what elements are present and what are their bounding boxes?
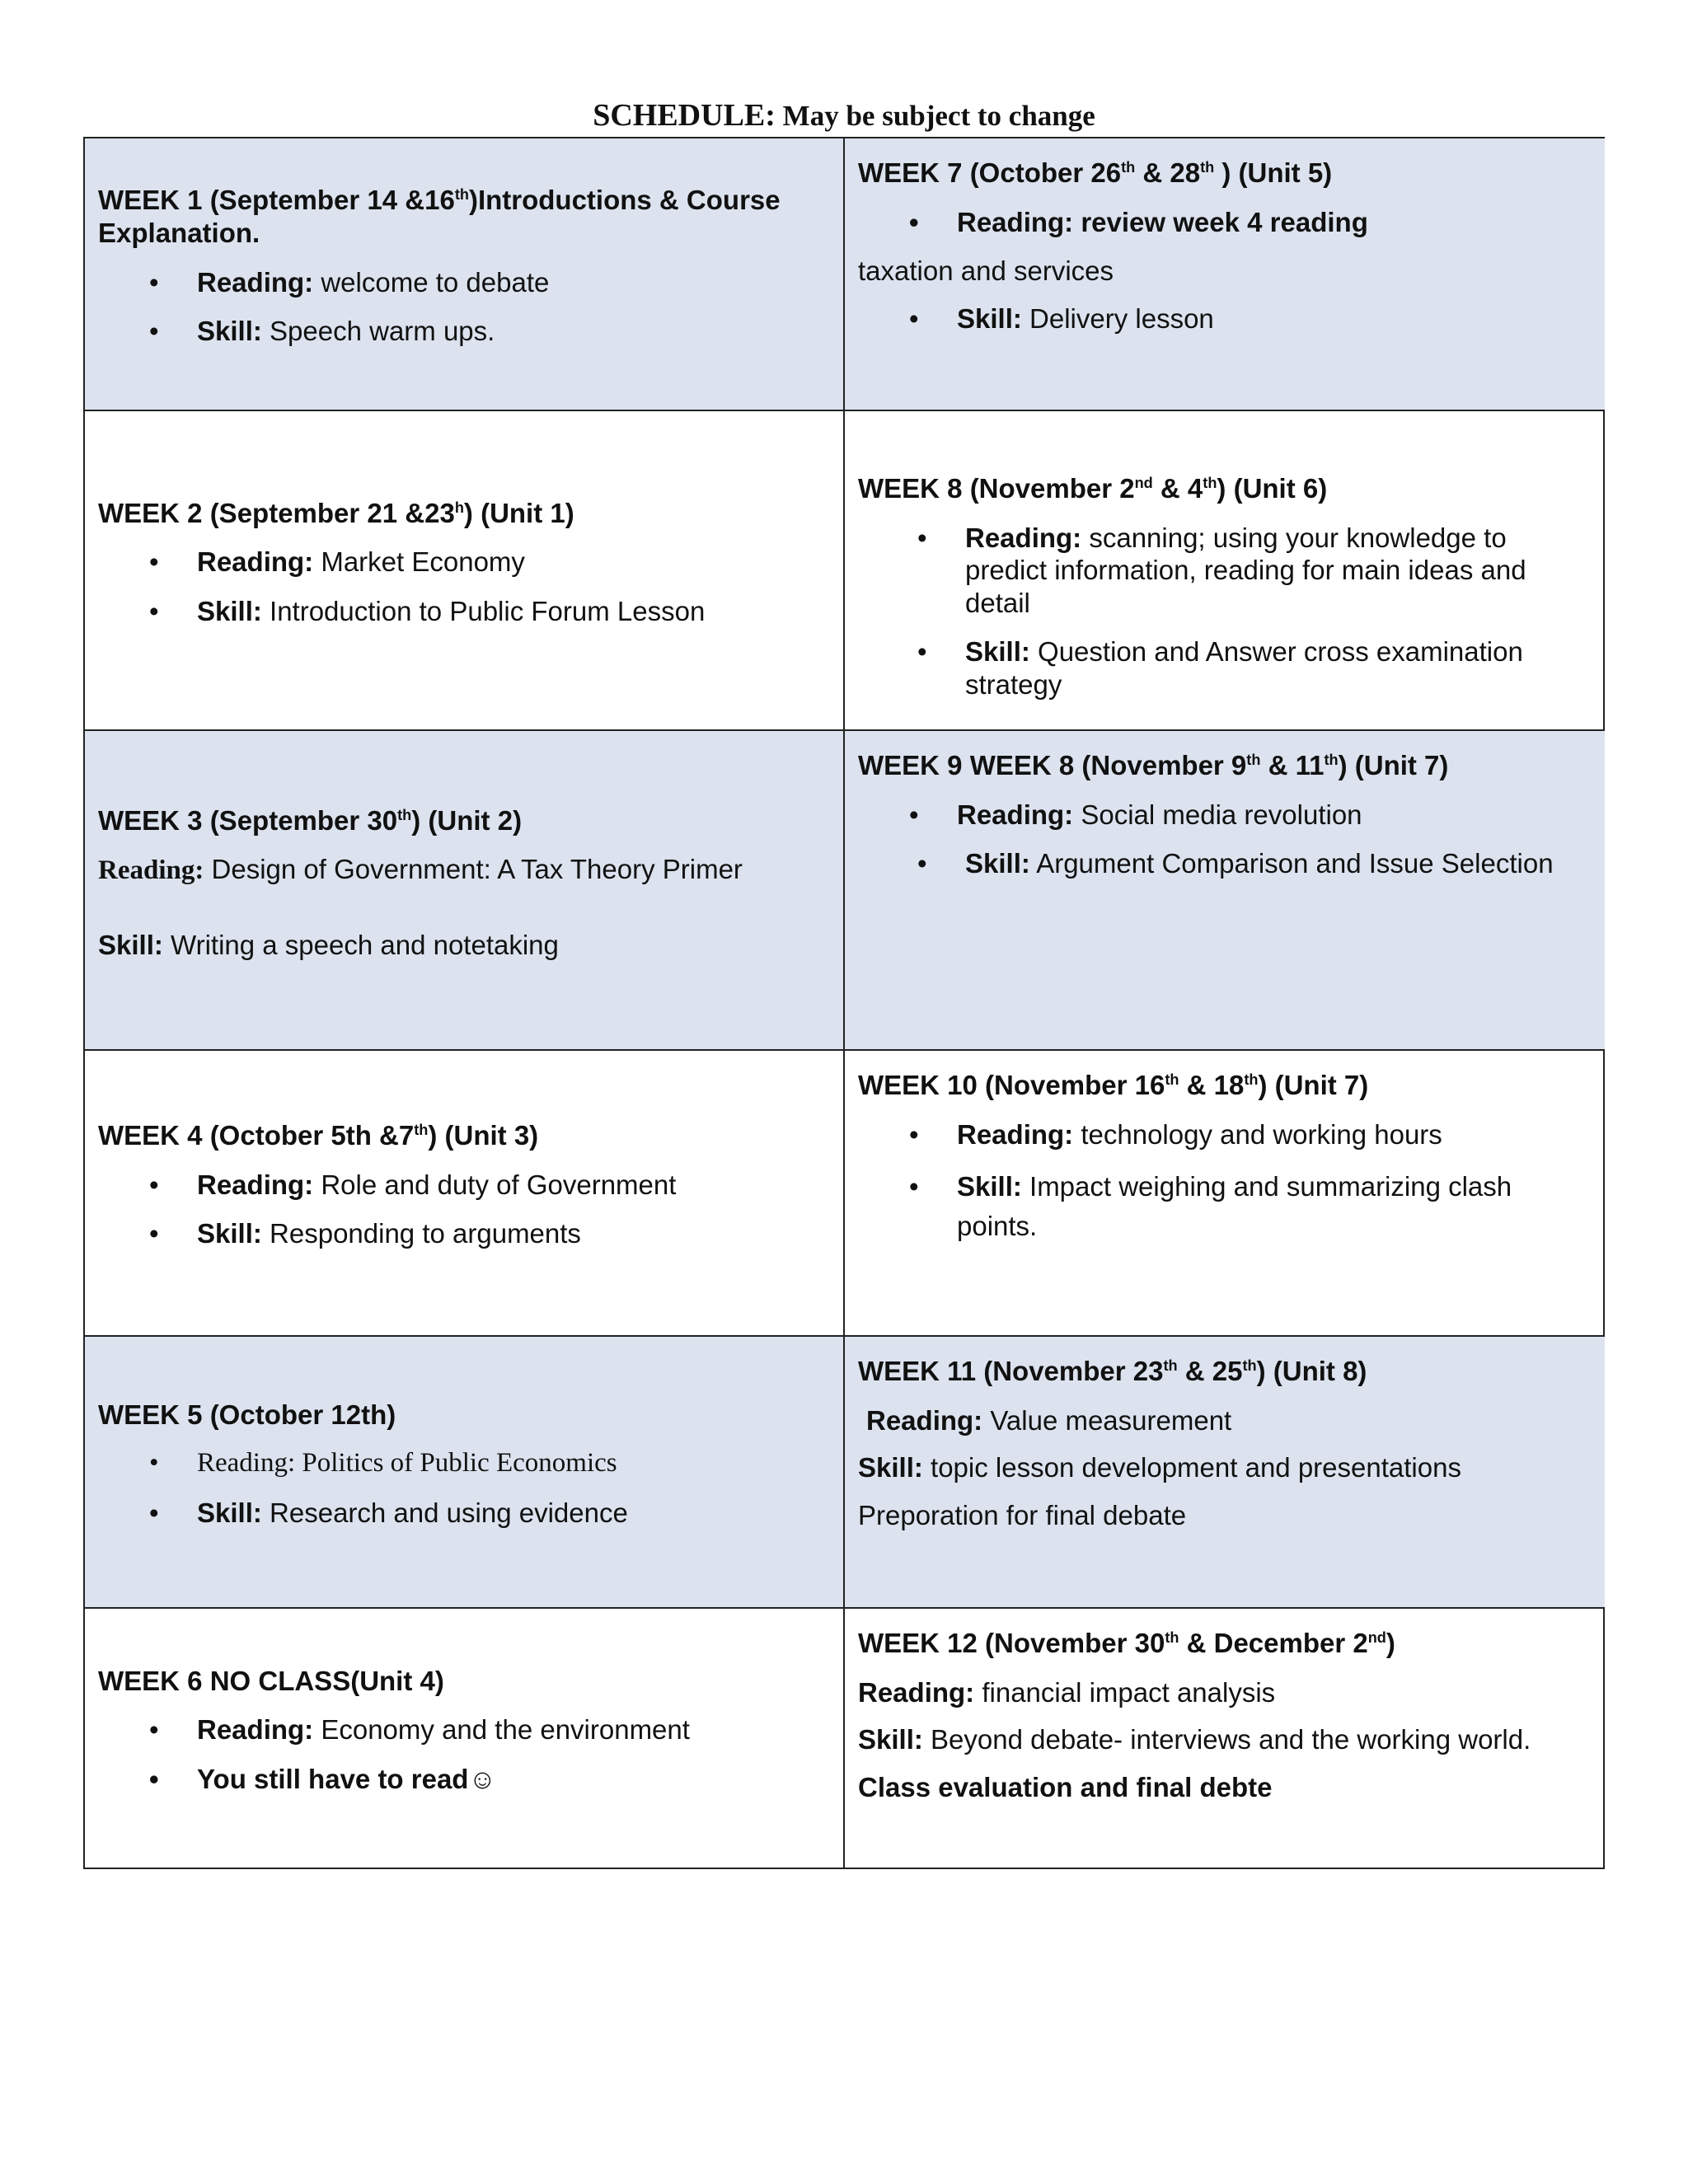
week-8-reading: • Reading: scanning; using your knowledge to predict information, reading for main ideas and detail bbox=[917, 522, 1526, 618]
week-11-extra: Preporation for final debate bbox=[858, 1499, 1187, 1530]
week-1-cell bbox=[85, 138, 845, 411]
week-8-heading: WEEK 8 (November 2nd & 4th) (Unit 6) bbox=[858, 473, 1328, 504]
week-1-skill: • Skill: Speech warm ups. bbox=[149, 316, 495, 347]
week-10-skill: • Skill: Impact weighing and summarizing clash points. bbox=[909, 1171, 1512, 1242]
week-4-cell bbox=[85, 1051, 845, 1337]
title-main: SCHEDULE: bbox=[593, 98, 776, 133]
week-10-reading: • Reading: technology and working hours bbox=[909, 1118, 1442, 1150]
week-12-skill: Skill: Beyond debate- interviews and the working world. bbox=[858, 1724, 1531, 1755]
page-title bbox=[0, 97, 1688, 134]
week-11-reading: Reading: Value measurement bbox=[866, 1404, 1232, 1436]
week-10-heading: WEEK 10 (November 16th & 18th) (Unit 7) bbox=[858, 1070, 1369, 1100]
week-5-skill: • Skill: Research and using evidence bbox=[149, 1497, 628, 1528]
week-9-skill: • Skill: Argument Comparison and Issue Selection bbox=[917, 848, 1554, 879]
week-9-heading: WEEK 9 WEEK 8 (November 9th & 11th) (Unit 7) bbox=[858, 750, 1449, 780]
week-3-heading: WEEK 3 (September 30th) (Unit 2) bbox=[98, 804, 523, 836]
week-12-reading: Reading: financial impact analysis bbox=[858, 1676, 1276, 1708]
week-11-cell bbox=[845, 1337, 1605, 1609]
week-11-heading: WEEK 11 (November 23th & 25th) (Unit 8) bbox=[858, 1356, 1367, 1386]
week-4-reading: • Reading: Role and duty of Government bbox=[149, 1169, 677, 1200]
week-4-heading: WEEK 4 (October 5th &7th) (Unit 3) bbox=[98, 1120, 539, 1151]
week-7-cell bbox=[845, 138, 1605, 411]
schedule-table bbox=[83, 137, 1605, 1869]
week-7-skill: • Skill: Delivery lesson bbox=[909, 302, 1214, 334]
week-12-cell bbox=[845, 1609, 1605, 1868]
week-3-skill: Skill: Writing a speech and notetaking bbox=[98, 929, 559, 960]
week-11-skill: Skill: topic lesson development and presentations bbox=[858, 1452, 1461, 1483]
week-2-heading: WEEK 2 (September 21 &23$^h$) (Unit 1) bbox=[98, 497, 574, 528]
week-2-reading: • Reading: Market Economy bbox=[149, 546, 525, 578]
week-3-cell bbox=[85, 731, 845, 1051]
week-5-reading: • Reading: Politics of Public Economics bbox=[149, 1448, 617, 1479]
week-9-cell bbox=[845, 731, 1605, 1051]
week-12-heading: WEEK 12 (November 30th & December 2nd) bbox=[858, 1628, 1395, 1658]
week-8-cell bbox=[845, 411, 1605, 731]
week-1-reading: • Reading: welcome to debate bbox=[149, 266, 550, 298]
week-5-cell bbox=[85, 1337, 845, 1609]
week-7-reading: • Reading: review week 4 reading bbox=[909, 206, 1368, 237]
week-9-reading: • Reading: Social media revolution bbox=[909, 799, 1362, 830]
week-2-skill: • Skill: Introduction to Public Forum Lesson bbox=[149, 595, 706, 626]
week-3-reading: Reading: Design of Government: A Tax Theory Primer bbox=[98, 854, 743, 886]
week-2-cell bbox=[85, 411, 845, 731]
week-7-heading: WEEK 7 (October 26th & 28th ) (Unit 5) bbox=[858, 157, 1333, 188]
week-6-cell bbox=[85, 1609, 845, 1868]
week-12-extra: Class evaluation and final debte bbox=[858, 1771, 1273, 1802]
title-sub: May be subject to change bbox=[775, 100, 1095, 132]
week-6-reading: • Reading: Economy and the environment bbox=[149, 1714, 690, 1746]
week-8-skill: • Skill: Question and Answer cross examination strategy bbox=[917, 636, 1523, 700]
week-1-heading: WEEK 1 (September 14 &16th)Introductions & Course Explanation. bbox=[98, 185, 781, 248]
week-6-heading: WEEK 6 NO CLASS(Unit 4) bbox=[98, 1665, 444, 1696]
week-7-extra: taxation and services bbox=[858, 255, 1114, 287]
week-6-note: • You still have to read☺ bbox=[149, 1763, 497, 1794]
week-5-heading: WEEK 5 (October 12th) bbox=[98, 1399, 396, 1430]
week-10-cell bbox=[845, 1051, 1605, 1337]
week-4-skill: • Skill: Responding to arguments bbox=[149, 1218, 581, 1249]
